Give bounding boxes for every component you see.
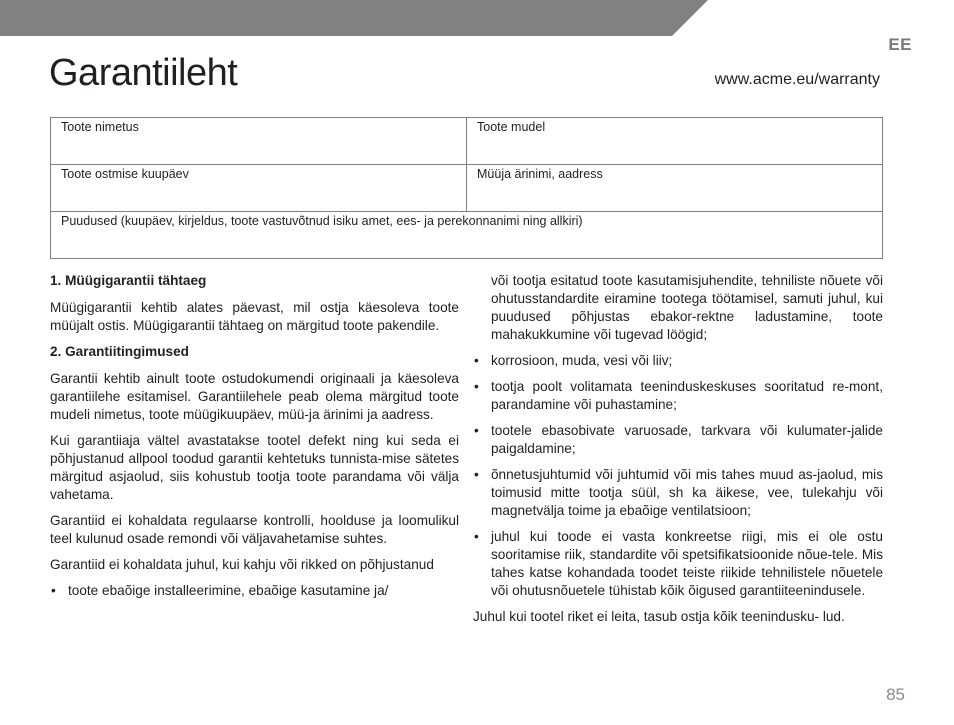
list-item-text: korrosioon, muda, vesi või liiv; bbox=[491, 353, 673, 368]
warranty-url: www.acme.eu/warranty bbox=[714, 71, 880, 88]
exclusions-list bbox=[473, 352, 883, 600]
top-decorative-bar bbox=[0, 0, 954, 36]
bullet-icon: • bbox=[474, 353, 479, 368]
purchase-date-field[interactable] bbox=[51, 165, 467, 212]
list-item bbox=[473, 352, 883, 370]
list-item bbox=[473, 378, 883, 414]
list-item-text: tootele ebasobivate varuosade, tarkvara või kulumater-jalide paigaldamine; bbox=[491, 423, 883, 456]
product-name-label: Toote nimetus bbox=[61, 120, 139, 134]
list-item-text: tootja poolt volitamata teeninduskeskuses sooritatud re-mont, parandamine või puhastamine; bbox=[491, 379, 883, 412]
bullet-icon: • bbox=[474, 423, 479, 438]
warranty-form-table bbox=[50, 117, 883, 259]
product-name-field[interactable] bbox=[51, 118, 467, 165]
section-2-paragraph-4: Garantiid ei kohaldata juhul, kui kahju või rikked on põhjustanud bbox=[50, 557, 434, 572]
list-item-text: toote ebaõige installeerimine, ebaõige kasutamine ja/ bbox=[68, 583, 389, 598]
section-2-paragraph-2: Kui garantiiaja vältel avastatakse tootel defekt ning kui seda ei põhjustanud allpool toodud garantii kehtetuks tunnista-mise sätetes märgitud asjaolud, siis kohustub tootja toote parandama või välja vahetama. bbox=[50, 433, 459, 502]
bullet-icon: • bbox=[474, 379, 479, 394]
section-2-paragraph-3: Garantiid ei kohaldata regulaarse kontrolli, hoolduse ja loomulikul teel kulunud osade remondi või väljavahetamise suhtes. bbox=[50, 513, 459, 546]
list-item bbox=[473, 422, 883, 458]
section-1-paragraph: Müügigarantii kehtib alates päevast, mil ostja käesoleva toote müüjalt ostis. Müügigarantii tähtaeg on märgitud toote pakendile. bbox=[50, 300, 459, 333]
list-item-continuation: või tootja esitatud toote kasutamisjuhendite, tehniliste nõuete või ohutusstandardite eiramine tootega töötamisel, samuti juhul, kui puudused põhjustas ebakor-rektne ladustamine, toote mahakukkumine või tugevad löögid; bbox=[491, 273, 883, 342]
defects-label: Puudused (kuupäev, kirjeldus, toote vastuvõtnud isiku amet, ees- ja perekonnanimi ning allkiri) bbox=[61, 214, 583, 228]
bullet-icon: • bbox=[474, 467, 479, 482]
seller-label: Müüja ärinimi, aadress bbox=[477, 167, 603, 181]
section-2-paragraph-1: Garantii kehtib ainult toote ostudokumendi originaali ja käesoleva garantiilehe esitamisel. Garantiilehele peab olema märgitud toote mudeli nimetus, toote müügikuupäev, müü-ja ärinimi ja aadress. bbox=[50, 371, 459, 422]
product-model-label: Toote mudel bbox=[477, 120, 546, 134]
purchase-date-label: Toote ostmise kuupäev bbox=[61, 167, 189, 181]
list-item bbox=[50, 582, 459, 600]
defects-field[interactable] bbox=[51, 212, 883, 259]
section-2-heading: 2. Garantiitingimused bbox=[50, 344, 189, 359]
bullet-icon: • bbox=[51, 583, 56, 598]
exclusions-list-start bbox=[50, 582, 459, 600]
language-code: EE bbox=[888, 35, 912, 54]
section-1-heading: 1. Müügigarantii tähtaeg bbox=[50, 273, 207, 288]
list-item-text: juhul kui toode ei vasta konkreetse riigi, mis ei ole ostu sooritamise riik, standardite või spetsifikatsioonide nõue-tele. Mis tahes katse kohandada toodet teiste riikide tehnilistele nõuetele või ohutusnõuetele tühistab kõik õigused garantiiteenindusele. bbox=[491, 529, 883, 598]
seller-field[interactable] bbox=[467, 165, 883, 212]
page-title: Garantiileht bbox=[49, 52, 238, 94]
bullet-icon: • bbox=[474, 529, 479, 544]
right-column bbox=[473, 272, 883, 634]
final-paragraph: Juhul kui tootel riket ei leita, tasub ostja kõik teenindusku- lud. bbox=[473, 609, 845, 624]
page-number: 85 bbox=[886, 685, 905, 704]
list-item bbox=[473, 528, 883, 600]
list-item-text: õnnetusjuhtumid või juhtumid või mis tahes muud as-jaolud, mis toimusid mitte tootja süül, sh ka äikese, vee, tulekahju või magnetvälja toime ja ebaõige ventilatsioon; bbox=[491, 467, 883, 518]
list-item bbox=[473, 466, 883, 520]
product-model-field[interactable] bbox=[467, 118, 883, 165]
left-column bbox=[50, 272, 459, 608]
